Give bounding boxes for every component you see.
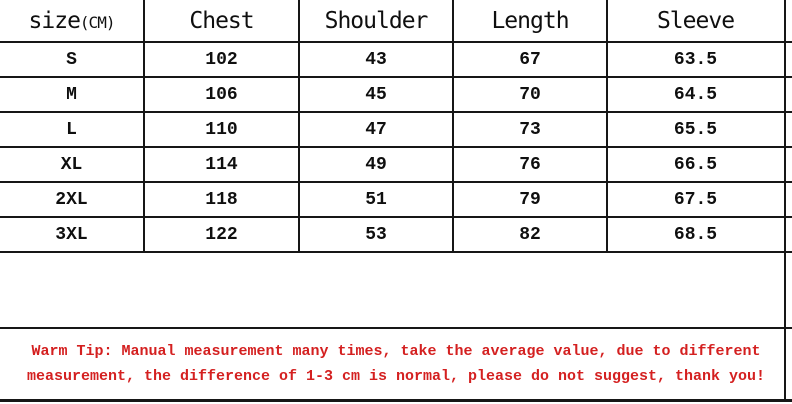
chest-cell: 102: [144, 42, 299, 77]
table-header-row: [0, 0, 792, 42]
sleeve-cell: 68.5: [607, 217, 792, 252]
header-size: [0, 0, 144, 42]
shoulder-cell: 53: [299, 217, 453, 252]
warning-line-1: Warm Tip: Manual measurement many times, take the average value, due to different: [31, 343, 761, 360]
size-cell: XL: [0, 147, 144, 182]
chest-cell: 114: [144, 147, 299, 182]
chest-cell: 122: [144, 217, 299, 252]
length-cell: 79: [453, 182, 607, 217]
table-row-xl: [0, 147, 792, 182]
size-cell: L: [0, 112, 144, 147]
table-row-s: [0, 42, 792, 77]
warning-text: [0, 327, 792, 402]
sleeve-cell: 63.5: [607, 42, 792, 77]
sleeve-cell: 67.5: [607, 182, 792, 217]
table-row-3xl: [0, 217, 792, 252]
chest-cell: 118: [144, 182, 299, 217]
length-cell: 70: [453, 77, 607, 112]
sleeve-cell: 65.5: [607, 112, 792, 147]
table-row-2xl: [0, 182, 792, 217]
length-cell: 67: [453, 42, 607, 77]
table-row-m: [0, 77, 792, 112]
header-sleeve: Sleeve: [607, 0, 792, 42]
chest-cell: 110: [144, 112, 299, 147]
length-cell: 76: [453, 147, 607, 182]
chest-cell: 106: [144, 77, 299, 112]
size-cell: S: [0, 42, 144, 77]
size-cell: 3XL: [0, 217, 144, 252]
size-cell: 2XL: [0, 182, 144, 217]
header-size-label: size: [28, 7, 80, 34]
header-size-unit: (CM): [79, 12, 115, 32]
table-row-l: [0, 112, 792, 147]
length-cell: 73: [453, 112, 607, 147]
shoulder-cell: 47: [299, 112, 453, 147]
shoulder-cell: 45: [299, 77, 453, 112]
length-cell: 82: [453, 217, 607, 252]
warning-line-2: measurement, the difference of 1-3 cm is normal, please do not suggest, thank you!: [26, 368, 766, 385]
header-shoulder: Shoulder: [299, 0, 453, 42]
size-cell: M: [0, 77, 144, 112]
shoulder-cell: 51: [299, 182, 453, 217]
header-chest: Chest: [144, 0, 299, 42]
shoulder-cell: 43: [299, 42, 453, 77]
sleeve-cell: 66.5: [607, 147, 792, 182]
sleeve-cell: 64.5: [607, 77, 792, 112]
shoulder-cell: 49: [299, 147, 453, 182]
header-length: Length: [453, 0, 607, 42]
